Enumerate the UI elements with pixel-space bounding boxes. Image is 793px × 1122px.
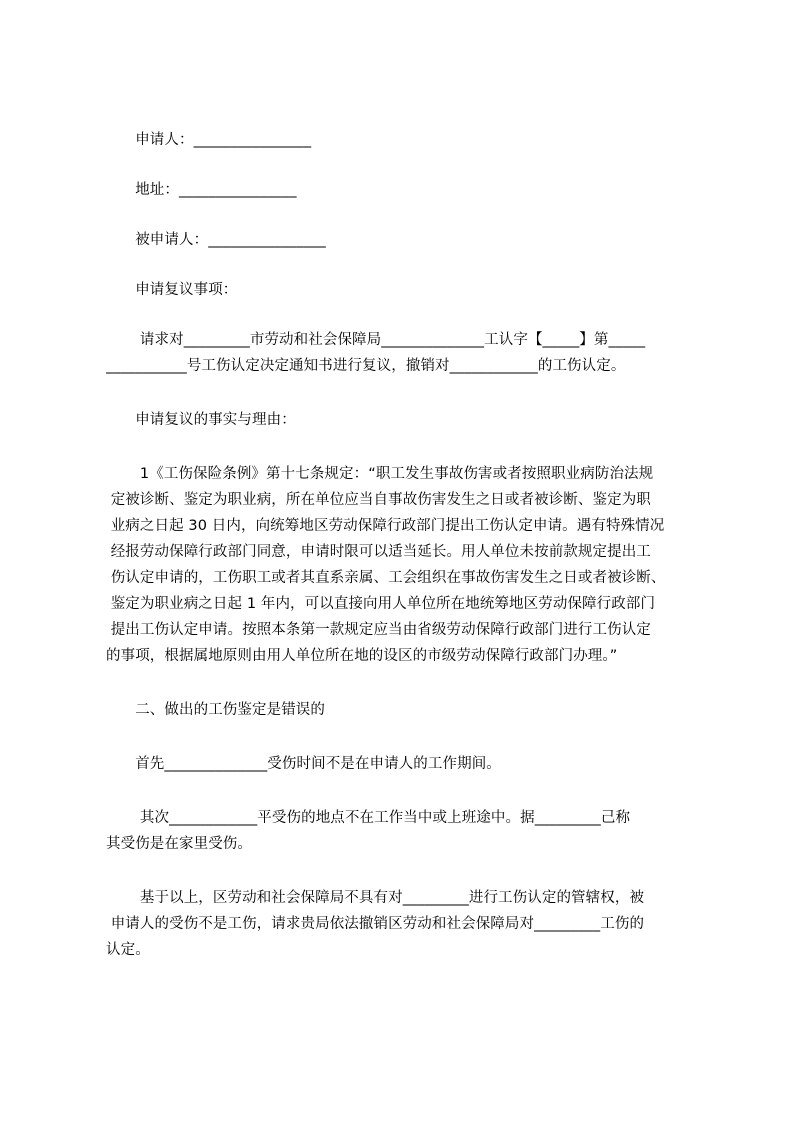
conclusion-line-2: 申请人的受伤不是工伤，请求贵局依法撤销区劳动和社会保障局对_________工伤的: [106, 916, 645, 932]
request-paragraph: [106, 327, 700, 379]
regulation-paragraph: [106, 461, 700, 669]
second-line-2: 其受伤是在家里受伤。: [106, 836, 252, 852]
first-point: 首先______________受伤时间不是在申请人的工作期间。: [106, 756, 501, 772]
regulation-line-5: 伤认定申请的，工伤职工或者其直系亲属、工会组织在事故伤害发生之日或者被诊断、: [106, 570, 666, 586]
regulation-line-3: 业病之日起 30 日内，向统筹地区劳动保障行政部门提出工伤认定申请。遇有特殊情况: [106, 518, 665, 534]
request-line-2: ___________号工伤认定决定通知书进行复议，撤销对____________的工伤认定。: [106, 358, 626, 374]
applicant-line: 申请人：________________: [106, 132, 312, 148]
regulation-line-1: 1《工伤保险条例》第十七条规定：“职工发生事故伤害或者按照职业病防治法规: [106, 466, 654, 482]
conclusion-line-1: 基于以上，区劳动和社会保障局不具有对_________进行工伤认定的管辖权，被: [106, 890, 645, 906]
respondent-line: 被申请人：________________: [106, 232, 326, 248]
regulation-line-7: 提出工伤认定申请。按照本条第一款规定应当由省级劳动保障行政部门进行工伤认定: [106, 622, 651, 638]
regulation-line-8: 的事项，根据属地原则由用人单位所在地的设区的市级劳动保障行政部门办理。”: [106, 648, 618, 664]
second-point: [106, 805, 700, 857]
conclusion-paragraph: [106, 885, 700, 963]
second-line-1: 其次____________平受伤的地点不在工作当中或上班途中。据_________己称: [106, 810, 631, 826]
address-line: 地址：________________: [106, 182, 297, 198]
request-line-1: 请求对_________市劳动和社会保障局______________工认字【_____】第_____: [106, 332, 646, 348]
facts-title: 申请复议的事实与理由：: [106, 412, 296, 428]
conclusion-line-3: 认定。: [106, 942, 150, 958]
regulation-line-4: 经报劳动保障行政部门同意，申请时限可以适当延长。用人单位未按前款规定提出工: [106, 544, 651, 560]
matter-title: 申请复议事项：: [106, 282, 238, 298]
document-body: [106, 127, 700, 963]
section2-title: 二、做出的工伤鉴定是错误的: [106, 702, 325, 718]
regulation-line-6: 鉴定为职业病之日起 1 年内，可以直接向用人单位所在地统筹地区劳动保障行政部门: [106, 596, 656, 612]
regulation-line-2: 定被诊断、鉴定为职业病，所在单位应当自事故伤害发生之日或者被诊断、鉴定为职: [106, 492, 651, 508]
